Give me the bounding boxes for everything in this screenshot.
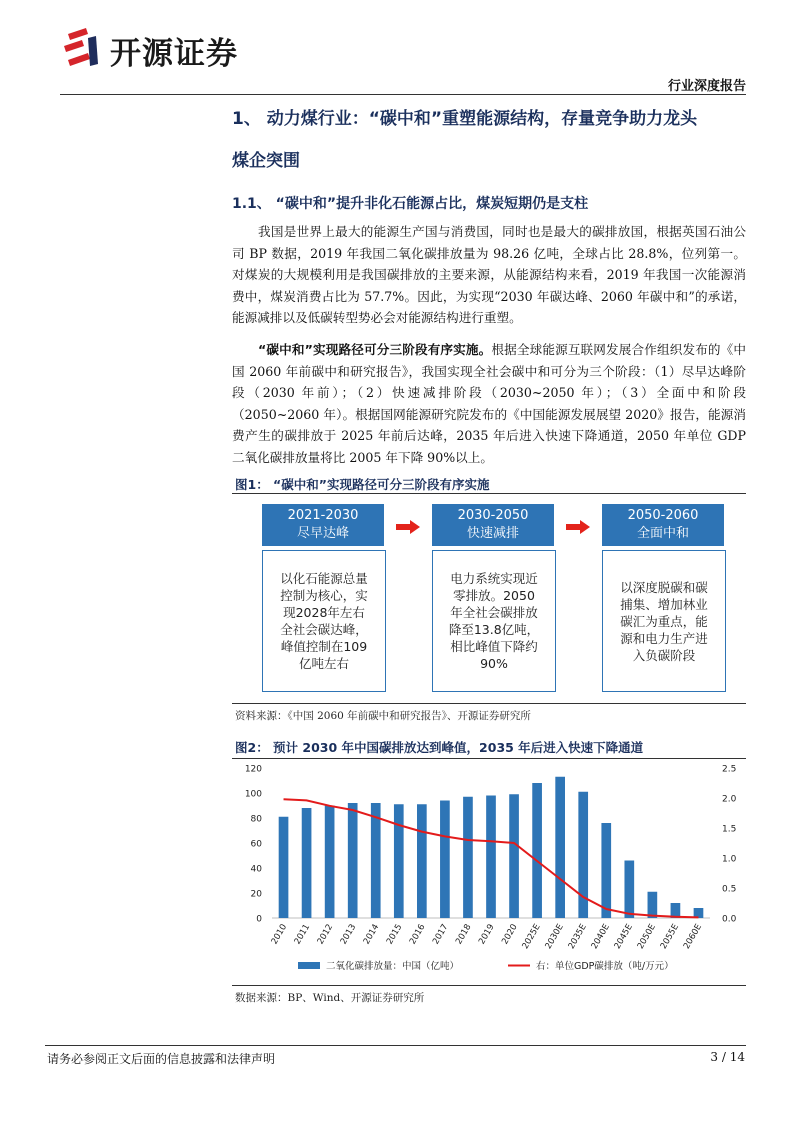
bar-2010 xyxy=(279,817,289,918)
figure1-top-rule xyxy=(232,493,746,494)
x-tick-label: 2011 xyxy=(292,922,313,947)
y-right-tick-label: 2.0 xyxy=(722,794,737,805)
figure2-top-rule xyxy=(232,758,746,759)
header-rule xyxy=(60,94,746,95)
figure1-source: 资料来源：《中国 2060 年前碳中和研究报告》、开源证券研究所 xyxy=(235,710,531,722)
stage3-period: 2050-2060 xyxy=(627,508,699,523)
section-title-line1: 1、 动力煤行业：“碳中和”重塑能源结构，存量竞争助力龙头 xyxy=(232,109,698,129)
x-tick-label: 2012 xyxy=(315,922,336,947)
bar-2040E xyxy=(601,823,611,918)
x-tick-label: 2025E xyxy=(520,922,543,951)
bar-2012 xyxy=(325,806,335,919)
legend-bar-label: 二氧化碳排放量：中国（亿吨） xyxy=(326,961,460,972)
stage2-period: 2030-2050 xyxy=(457,508,529,523)
x-tick-label: 2020 xyxy=(500,922,520,947)
paragraph-2-lead: “碳中和”实现路径可分三阶段有序实施。 xyxy=(258,342,492,357)
x-tick-label: 2013 xyxy=(338,922,359,947)
x-tick-label: 2017 xyxy=(431,922,451,947)
bar-2014 xyxy=(371,803,381,918)
bar-2018 xyxy=(463,797,473,918)
bar-2020 xyxy=(509,794,519,918)
figure2-source: 数据来源：BP、Wind、开源证券研究所 xyxy=(235,992,425,1004)
paragraph-2-body: 根据全球能源互联网发展合作组织发布的《中国 2060 年前碳中和研究报告》，我国实现全社会碳中和可分为三个阶段：（1）尽早达峰阶段（2030 年前）；（2）快速减排阶段（2030~2050 年）；（3）全面中和阶段（2050~2060 年）。根据国网能源研究院发布的《中国能源发展展望 2020》报告，能源消费产生的碳排放于 2025 年前后达峰，2035 年后进入快速下降通道，2050 年单位 GDP 二氧化碳排放量将比 2005 年下降 90%以上。 xyxy=(232,342,747,465)
x-tick-label: 2035E xyxy=(566,922,589,951)
x-tick-label: 2060E xyxy=(681,922,705,951)
x-tick-label: 2014 xyxy=(361,922,382,947)
x-tick-label: 2019 xyxy=(477,922,497,947)
x-tick-label: 2016 xyxy=(407,922,428,947)
y-left-tick-label: 100 xyxy=(244,789,262,800)
stage2-name: 快速减排 xyxy=(466,526,519,541)
stage3-header xyxy=(602,504,724,546)
paragraph-2 xyxy=(232,339,746,469)
stage2-header xyxy=(432,504,554,546)
bar-2045E xyxy=(624,861,634,919)
arrow-right-icon xyxy=(396,520,420,534)
bar-2050E xyxy=(648,892,658,918)
brand-logo xyxy=(62,24,102,70)
figure1-bottom-rule xyxy=(232,703,746,704)
y-right-tick-label: 1.0 xyxy=(722,854,737,865)
x-tick-label: 2010 xyxy=(269,922,290,947)
bar-2019 xyxy=(486,796,496,919)
report-type: 行业深度报告 xyxy=(667,79,746,94)
figure1-title: 图1： “碳中和”实现路径可分三阶段有序实施 xyxy=(235,477,490,492)
bar-2011 xyxy=(302,808,312,918)
x-tick-label: 2050E xyxy=(635,922,658,951)
bar-2025E xyxy=(532,783,542,918)
y-left-tick-label: 120 xyxy=(244,764,262,775)
subsection-title: 1.1、 “碳中和”提升非化石能源占比，煤炭短期仍是支柱 xyxy=(232,196,589,212)
legend-line-label: 右：单位GDP碳排放（吨/万元） xyxy=(536,961,674,972)
y-left-tick-label: 40 xyxy=(250,864,262,875)
stage1-name: 尽早达峰 xyxy=(296,526,349,541)
stage1-period: 2021-2030 xyxy=(287,508,359,523)
emissions-chart xyxy=(232,760,746,982)
brand-logo-icon xyxy=(62,24,102,70)
figure2-bottom-rule xyxy=(232,985,746,986)
x-tick-label: 2045E xyxy=(612,922,635,951)
bar-2015 xyxy=(394,804,404,918)
stage3-name: 全面中和 xyxy=(636,526,689,541)
y-right-tick-label: 0.5 xyxy=(722,884,737,895)
x-tick-label: 2015 xyxy=(384,922,405,947)
y-left-tick-label: 20 xyxy=(250,889,262,900)
stage2-description: 电力系统实现近零排放。2050年全社会碳排放降至13.8亿吨，相比峰值下降约90% xyxy=(432,550,556,692)
paragraph-1: 我国是世界上最大的能源生产国与消费国，同时也是最大的碳排放国，根据英国石油公司 BP 数据，2019 年我国二氧化碳排放量为 98.26 亿吨，全球占比 28.8%，位列第一。对煤炭的大规模利用是我国碳排放的主要来源，从能源结构来看，2019 年我国一次能源消费中，煤炭消费占比为 57.7%。因此，为实现“2030 年碳达峰、2060 年碳中和”的承诺，能源减排以及低碳转型势必会对能源结构进行重塑。 xyxy=(232,224,746,326)
footer-rule xyxy=(45,1045,746,1046)
y-right-tick-label: 0.0 xyxy=(722,914,737,925)
section-title-line2: 煤企突围 xyxy=(232,151,300,171)
footer-disclaimer: 请务必参阅正文后面的信息披露和法律声明 xyxy=(47,1052,276,1066)
bar-2017 xyxy=(440,801,450,919)
x-tick-label: 2040E xyxy=(589,922,612,951)
x-tick-label: 2030E xyxy=(543,922,566,951)
y-left-tick-label: 60 xyxy=(250,839,262,850)
bar-2030E xyxy=(555,777,565,918)
brand-name: 开源证券 xyxy=(110,36,238,72)
y-left-tick-label: 80 xyxy=(250,814,262,825)
figure2-title: 图2： 预计 2030 年中国碳排放达到峰值，2035 年后进入快速下降通道 xyxy=(235,740,644,755)
section-title xyxy=(232,100,747,180)
x-tick-label: 2055E xyxy=(658,922,682,951)
y-left-tick-label: 0 xyxy=(256,914,262,925)
arrow-right-icon xyxy=(566,520,590,534)
stage1-description: 以化石能源总量控制为核心，实现2028年左右全社会碳达峰，峰值控制在109亿吨左右 xyxy=(262,550,386,692)
legend-bar-swatch xyxy=(298,962,320,969)
page-number: 3 / 14 xyxy=(710,1050,745,1064)
x-tick-label: 2018 xyxy=(454,922,474,947)
stage1-header xyxy=(262,504,384,546)
stage3-description: 以深度脱碳和碳捕集、增加林业碳汇为重点，能源和电力生产进入负碳阶段 xyxy=(602,550,726,692)
y-right-tick-label: 1.5 xyxy=(722,824,737,835)
y-right-tick-label: 2.5 xyxy=(722,764,737,775)
bar-2013 xyxy=(348,803,358,918)
bar-2016 xyxy=(417,804,427,918)
